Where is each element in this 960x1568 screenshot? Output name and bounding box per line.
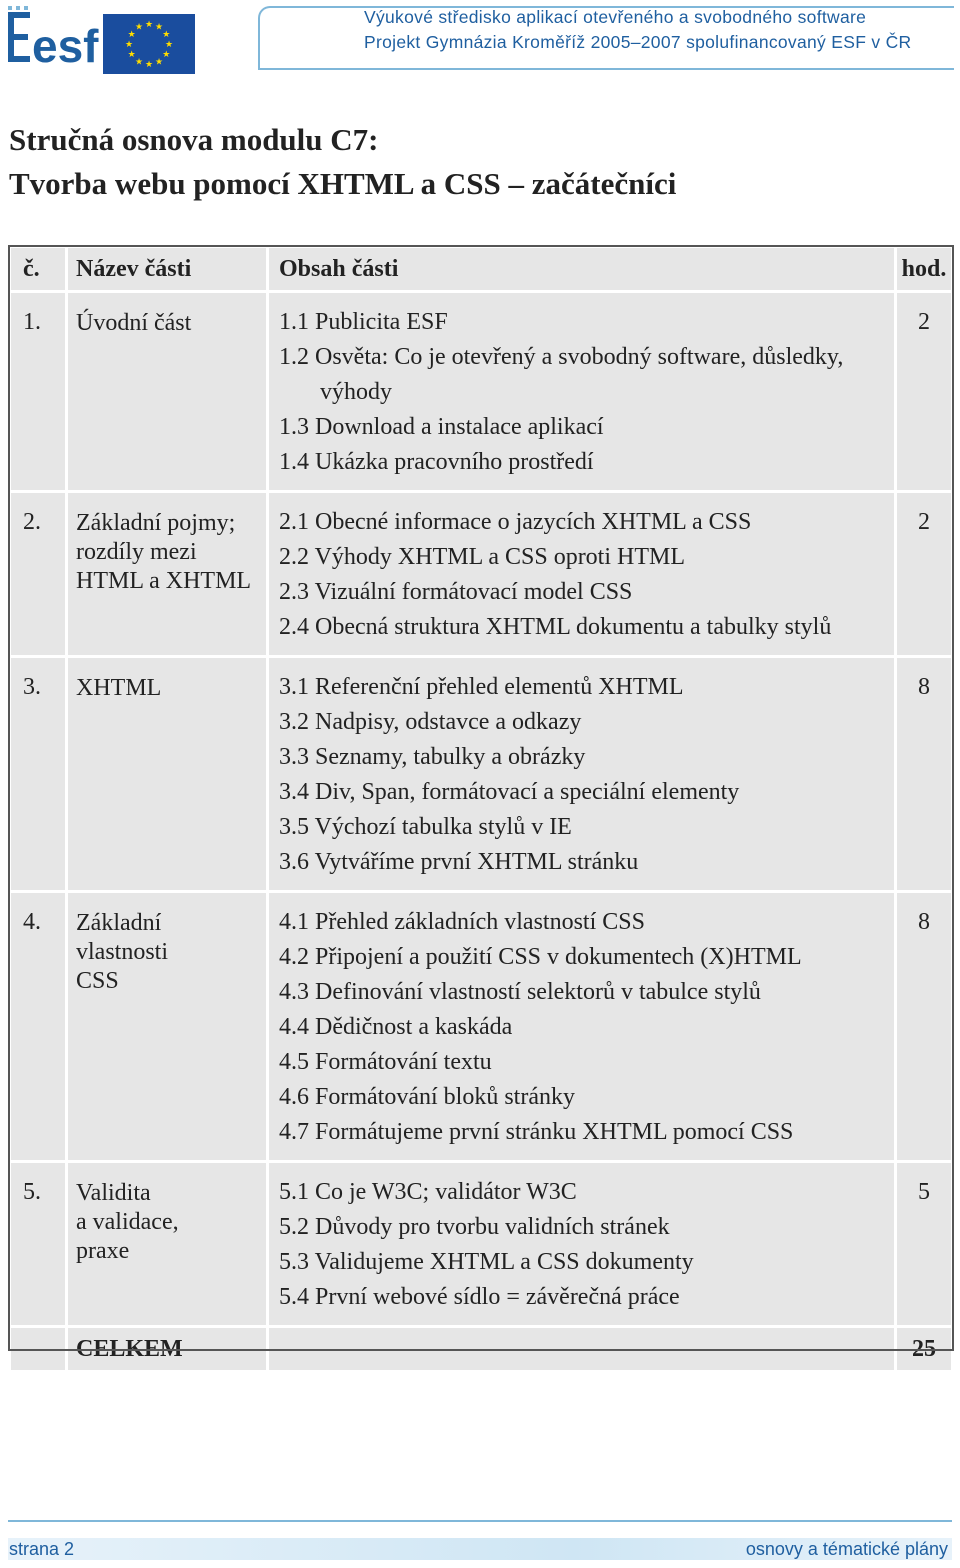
content-item: 3.5 Výchozí tabulka stylů v IE — [279, 814, 572, 840]
header-hours: hod. — [896, 247, 953, 292]
header-num: č. — [10, 247, 67, 292]
table-row — [10, 1162, 953, 1327]
content-item: 2.1 Obecné informace o jazycích XHTML a CSS — [279, 509, 752, 535]
eu-star-icon: ★ — [154, 21, 164, 32]
content-item: 1.4 Ukázka pracovního prostředí — [279, 449, 594, 475]
content-item: výhody — [320, 379, 392, 405]
content-item: 3.4 Div, Span, formátovací a speciální elementy — [279, 779, 740, 805]
content-item: 3.2 Nadpisy, odstavce a odkazy — [279, 709, 582, 735]
header-line-1: Výukové středisko aplikací otevřeného a svobodného software — [364, 7, 867, 27]
row-name-line: Validita — [76, 1180, 151, 1206]
total-hours: 25 — [896, 1327, 953, 1372]
eu-star-icon: ★ — [134, 56, 144, 67]
row-content — [268, 892, 896, 1162]
eu-star-icon: ★ — [127, 29, 136, 39]
row-name-line: praxe — [76, 1238, 130, 1264]
table-row — [10, 492, 953, 657]
row-name-line: Základní — [76, 910, 162, 936]
content-item: 4.2 Připojení a použití CSS v dokumentech (X)HTML — [279, 944, 802, 970]
row-name-line: HTML a XHTML — [76, 568, 252, 594]
total-row — [10, 1327, 953, 1372]
table-header-row — [10, 247, 953, 292]
title-line-2: Tvorba webu pomocí XHTML a CSS – začátečníci — [9, 166, 677, 201]
page-number: strana 2 — [9, 1539, 75, 1559]
content-item: 1.2 Osvěta: Co je otevřený a svobodný software, důsledky, — [279, 344, 844, 370]
svg-text:esf: esf — [32, 20, 99, 72]
content-item: 2.2 Výhody XHTML a CSS oproti HTML — [279, 544, 686, 570]
row-name-line: XHTML — [76, 675, 162, 701]
row-name — [67, 492, 268, 657]
content-item: 4.7 Formátujeme první stránku XHTML pomocí CSS — [279, 1119, 794, 1145]
content-item: 5.2 Důvody pro tvorbu validních stránek — [279, 1214, 670, 1240]
row-hours: 8 — [896, 892, 953, 1162]
content-item: 3.3 Seznamy, tabulky a obrázky — [279, 744, 586, 770]
row-name-line: Základní pojmy; — [76, 510, 236, 536]
content-item: 4.1 Přehled základních vlastností CSS — [279, 909, 645, 935]
row-number: 4. — [10, 892, 67, 1162]
row-content — [268, 492, 896, 657]
eu-star-icon: ★ — [124, 39, 134, 49]
page-title — [9, 118, 676, 206]
row-name — [67, 657, 268, 892]
esf-logo — [8, 6, 99, 72]
row-hours: 5 — [896, 1162, 953, 1327]
eu-star-icon: ★ — [144, 19, 154, 29]
row-name-line: vlastnosti — [76, 939, 169, 965]
row-name — [67, 292, 268, 492]
row-number: 2. — [10, 492, 67, 657]
eu-star-icon: ★ — [162, 49, 171, 59]
content-item: 5.1 Co je W3C; validátor W3C — [279, 1179, 577, 1205]
row-number: 1. — [10, 292, 67, 492]
header-name: Název části — [67, 247, 268, 292]
row-name — [67, 1162, 268, 1327]
row-hours: 2 — [896, 292, 953, 492]
total-label: CELKEM — [67, 1327, 268, 1372]
eu-star-icon: ★ — [134, 21, 144, 32]
eu-flag-icon — [103, 14, 195, 74]
header-frame — [258, 6, 954, 70]
row-name — [67, 892, 268, 1162]
content-item: 4.6 Formátování bloků stránky — [279, 1084, 575, 1110]
content-item: 1.3 Download a instalace aplikací — [279, 414, 604, 440]
table-row — [10, 292, 953, 492]
footer-section: osnovy a tématické plány — [745, 1539, 948, 1559]
content-item: 4.5 Formátování textu — [279, 1049, 492, 1075]
row-name-line: a validace, — [76, 1209, 179, 1235]
eu-star-icon: ★ — [164, 39, 174, 49]
content-item: 1.1 Publicita ESF — [279, 309, 448, 335]
row-content — [268, 657, 896, 892]
content-item: 2.4 Obecná struktura XHTML dokumentu a tabulky stylů — [279, 614, 832, 640]
content-item: 4.4 Dědičnost a kaskáda — [279, 1014, 513, 1040]
content-item: 4.3 Definování vlastností selektorů v tabulce stylů — [279, 979, 761, 1005]
row-name-line: rozdíly mezi — [76, 539, 197, 565]
eu-star-icon: ★ — [127, 49, 136, 59]
eu-star-icon: ★ — [154, 56, 164, 67]
table-row — [10, 892, 953, 1162]
row-hours: 2 — [896, 492, 953, 657]
eu-star-icon: ★ — [144, 59, 154, 69]
eu-star-icon: ★ — [162, 29, 171, 39]
content-item: 3.6 Vytváříme první XHTML stránku — [279, 849, 639, 875]
footer — [8, 1520, 952, 1560]
content-item: 2.3 Vizuální formátovací model CSS — [279, 579, 633, 605]
content-item: 3.1 Referenční přehled elementů XHTML — [279, 674, 684, 700]
content-item: 5.4 První webové sídlo = závěrečná práce — [279, 1284, 680, 1310]
row-content — [268, 292, 896, 492]
row-number: 3. — [10, 657, 67, 892]
row-name-line: Úvodní část — [76, 310, 192, 336]
header-content: Obsah části — [268, 247, 896, 292]
outline-table — [8, 245, 954, 1373]
row-content — [268, 1162, 896, 1327]
header-line-2: Projekt Gymnázia Kroměříž 2005–2007 spolufinancovaný ESF v ČR — [364, 32, 912, 52]
content-item: 5.3 Validujeme XHTML a CSS dokumenty — [279, 1249, 694, 1275]
row-hours: 8 — [896, 657, 953, 892]
row-number: 5. — [10, 1162, 67, 1327]
title-line-1: Stručná osnova modulu C7: — [9, 122, 379, 157]
table-row — [10, 657, 953, 892]
row-name-line: CSS — [76, 968, 119, 994]
